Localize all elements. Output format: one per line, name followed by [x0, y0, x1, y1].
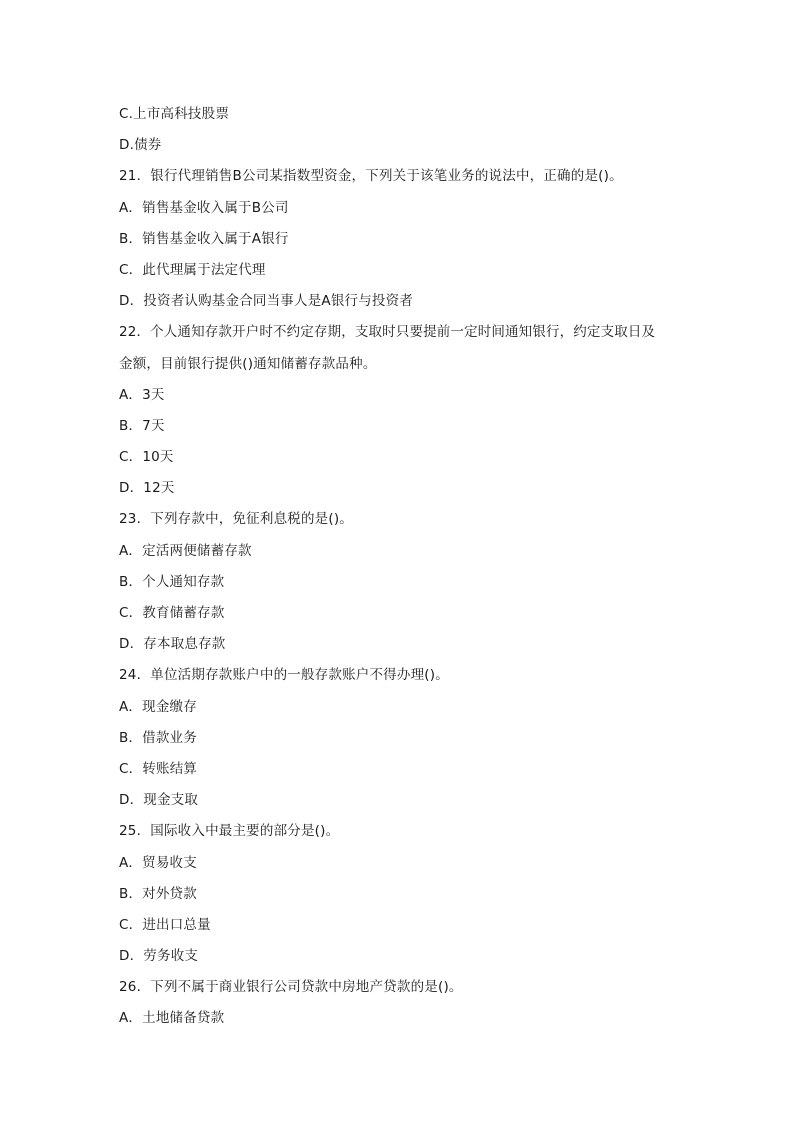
- q24-option-a: A．现金缴存: [119, 698, 197, 715]
- q22-option-c: C．10天: [119, 449, 174, 466]
- question-26: 26．下列不属于商业银行公司贷款中房地产贷款的是()。: [119, 979, 463, 996]
- question-24: 24．单位活期存款账户中的一般存款账户不得办理()。: [119, 667, 449, 684]
- option-c-line: C.上市高科技股票: [119, 106, 230, 122]
- q22-option-b: B．7天: [119, 417, 165, 434]
- question-23: 23．下列存款中，免征利息税的是()。: [119, 511, 354, 528]
- q25-option-a: A．贸易收支: [119, 854, 197, 871]
- q25-option-c: C．进出口总量: [119, 916, 211, 933]
- question-25: 25．国际收入中最主要的部分是()。: [119, 823, 340, 840]
- q21-option-b: B．销售基金收入属于A银行: [119, 230, 289, 247]
- q23-option-c: C．教育储蓄存款: [119, 605, 225, 621]
- q21-option-c: C．此代理属于法定代理: [119, 261, 266, 278]
- q23-option-b: B．个人通知存款: [119, 573, 225, 590]
- q21-option-a: A．销售基金收入属于B公司: [119, 199, 289, 216]
- q25-option-b: B．对外贷款: [119, 885, 197, 902]
- q22-option-a: A．3天: [119, 386, 165, 403]
- q24-option-c: C．转账结算: [119, 760, 198, 777]
- option-d-line: D.债券: [119, 137, 162, 154]
- question-21: 21．银行代理销售B公司某指数型资金，下列关于该笔业务的说法中，正确的是()。: [119, 168, 623, 185]
- q25-option-d: D．劳务收支: [119, 948, 199, 965]
- question-22-line-2: 金额，目前银行提供()通知储蓄存款品种。: [119, 355, 377, 372]
- question-22-line-1: 22．个人通知存款开户时不约定存期，支取时只要提前一定时间通知银行，约定支取日及: [119, 324, 656, 341]
- q26-option-a: A．土地储备贷款: [119, 1010, 225, 1027]
- q24-option-b: B．借款业务: [119, 729, 197, 746]
- q22-option-d: D．12天: [119, 480, 175, 497]
- q24-option-d: D．现金支取: [119, 792, 199, 809]
- q21-option-d: D．投资者认购基金合同当事人是A银行与投资者: [119, 293, 414, 310]
- q23-option-a: A．定活两便储蓄存款: [119, 542, 252, 559]
- q23-option-d: D．存本取息存款: [119, 636, 226, 653]
